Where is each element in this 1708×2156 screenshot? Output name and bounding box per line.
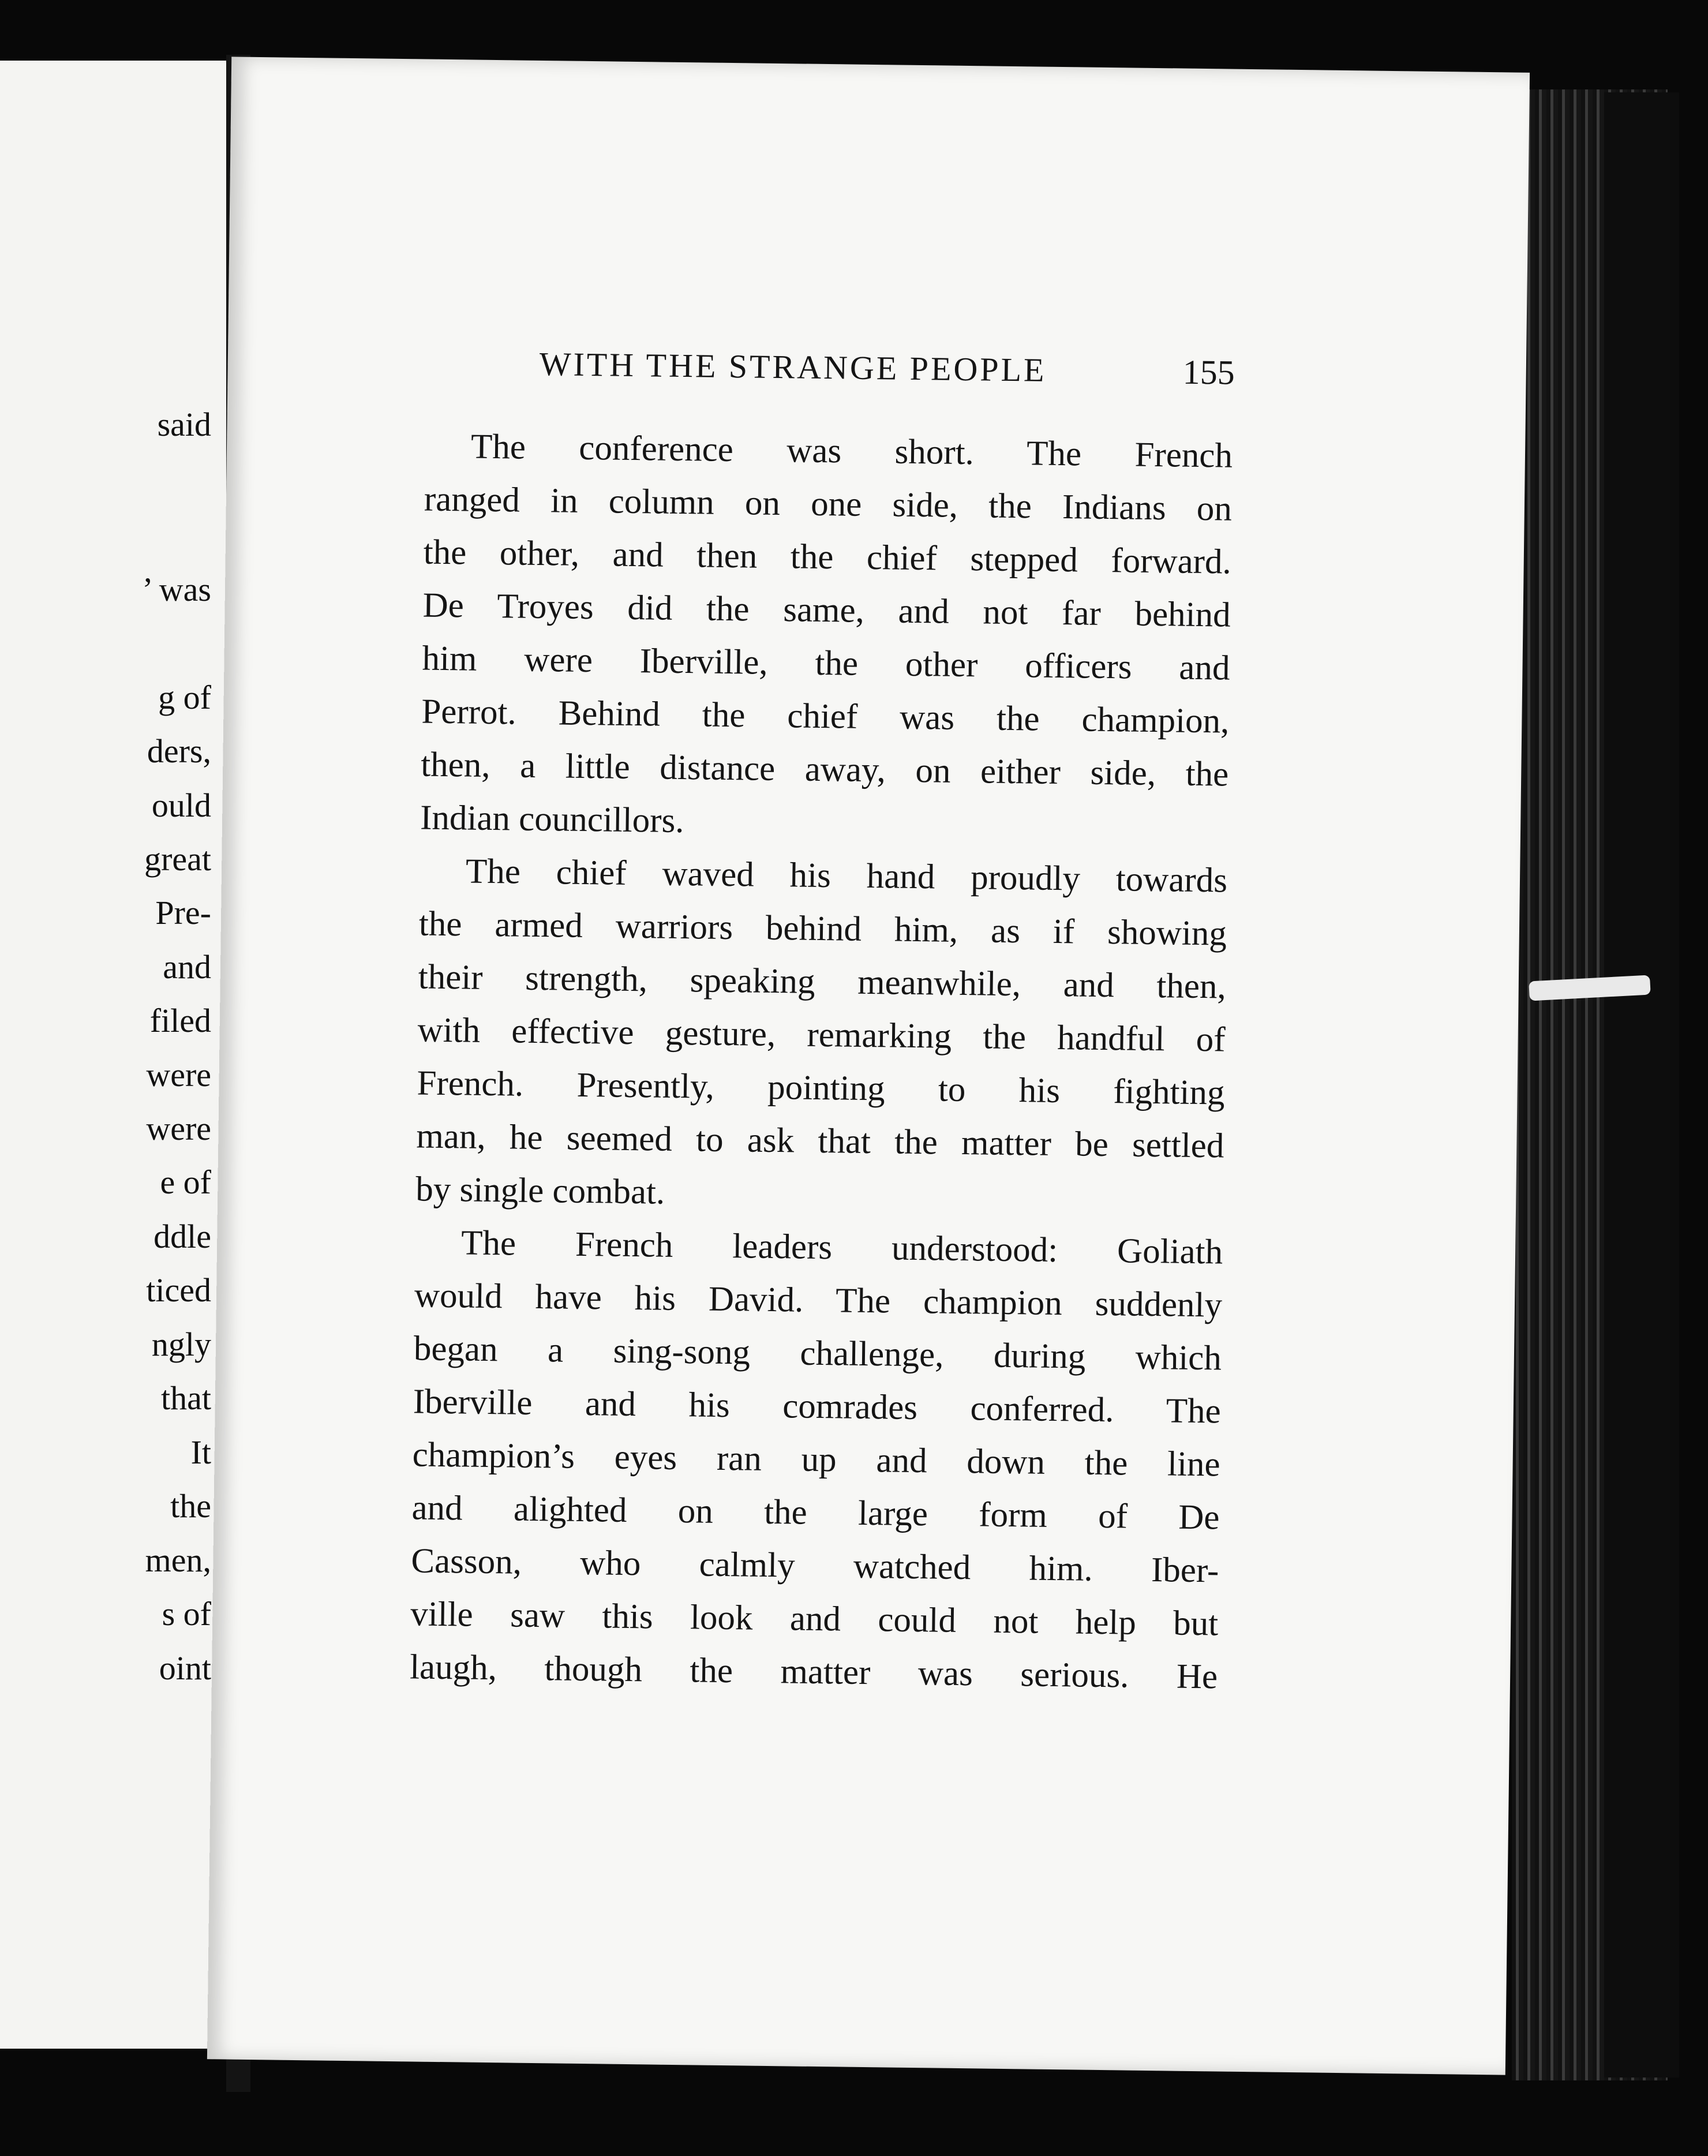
text-line: Casson, who calmly watched him. Iber- — [411, 1541, 1219, 1590]
text-line: would have his David. The champion suddenly — [414, 1276, 1223, 1325]
text-line: and alighted on the large form of De — [411, 1488, 1220, 1537]
left-page-line-fragment: said — [157, 406, 211, 443]
text-line: Iberville and his comrades conferred. The — [413, 1382, 1222, 1431]
left-page-line-fragment: ’ was — [142, 571, 211, 608]
left-page-line-fragment: oint — [159, 1649, 211, 1687]
left-page-line-fragment: great — [144, 840, 211, 878]
text-line: De Troyes did the same, and not far behind — [422, 586, 1231, 635]
text-line: Indian councillors. — [419, 798, 684, 841]
book-cover-edge — [1604, 92, 1679, 2078]
text-line: French. Presently, pointing to his fighting — [417, 1064, 1225, 1113]
page-number: 155 — [1182, 353, 1235, 392]
left-page-line-fragment: ddle — [153, 1218, 211, 1255]
left-page-line-fragment: ngly — [151, 1326, 211, 1363]
text-line: the armed warriors behind him, as if showing — [418, 904, 1227, 953]
text-line: by single combat. — [415, 1170, 665, 1212]
page-text-block — [207, 57, 1530, 2075]
left-page-line-fragment: men, — [145, 1541, 211, 1579]
left-page-line-fragment: It — [190, 1433, 211, 1471]
text-line: man, he seemed to ask that the matter be settled — [416, 1117, 1224, 1166]
left-page — [0, 61, 232, 2049]
text-line: The conference was short. The French — [470, 427, 1233, 476]
book-page — [207, 57, 1530, 2075]
left-page-line-fragment: ticed — [146, 1271, 211, 1309]
text-line: Perrot. Behind the chief was the champion, — [421, 692, 1230, 741]
text-line: the other, and then the chief stepped forward. — [423, 533, 1232, 582]
left-page-line-fragment: s of — [162, 1595, 211, 1633]
running-head: WITH THE STRANGE PEOPLE — [539, 345, 1047, 389]
left-page-line-fragment: Pre- — [155, 894, 211, 931]
left-page-line-fragment: e of — [160, 1163, 211, 1201]
text-line: The chief waved his hand proudly towards — [465, 852, 1228, 900]
text-line: ranged in column on one side, the Indians on — [424, 480, 1233, 529]
left-page-line-fragment: and — [163, 948, 211, 986]
text-line: The French leaders understood: Goliath — [460, 1223, 1223, 1272]
left-page-line-fragment: filed — [149, 1002, 211, 1039]
text-line: then, a little distance away, on either side, the — [420, 745, 1229, 794]
text-line: laugh, though the matter was serious. He — [409, 1648, 1218, 1697]
text-line: champion’s eyes ran up and down the line — [412, 1435, 1221, 1484]
text-line: with effective gesture, remarking the handful of — [417, 1010, 1226, 1060]
left-page-line-fragment: the — [170, 1487, 211, 1525]
left-page-line-fragment: ould — [151, 787, 211, 824]
left-page-line-fragment: ders, — [147, 732, 211, 770]
left-page-line-fragment: were — [146, 1110, 211, 1147]
text-line: ville saw this look and could not help but — [410, 1594, 1219, 1644]
text-line: him were Iberville, the other officers and — [422, 639, 1230, 688]
left-page-line-fragment: were — [146, 1056, 211, 1094]
left-page-line-fragment: g of — [158, 679, 211, 716]
text-line: began a sing-song challenge, during which — [413, 1329, 1222, 1378]
text-line: their strength, speaking meanwhile, and then, — [418, 957, 1227, 1006]
left-page-line-fragment: that — [161, 1379, 211, 1417]
